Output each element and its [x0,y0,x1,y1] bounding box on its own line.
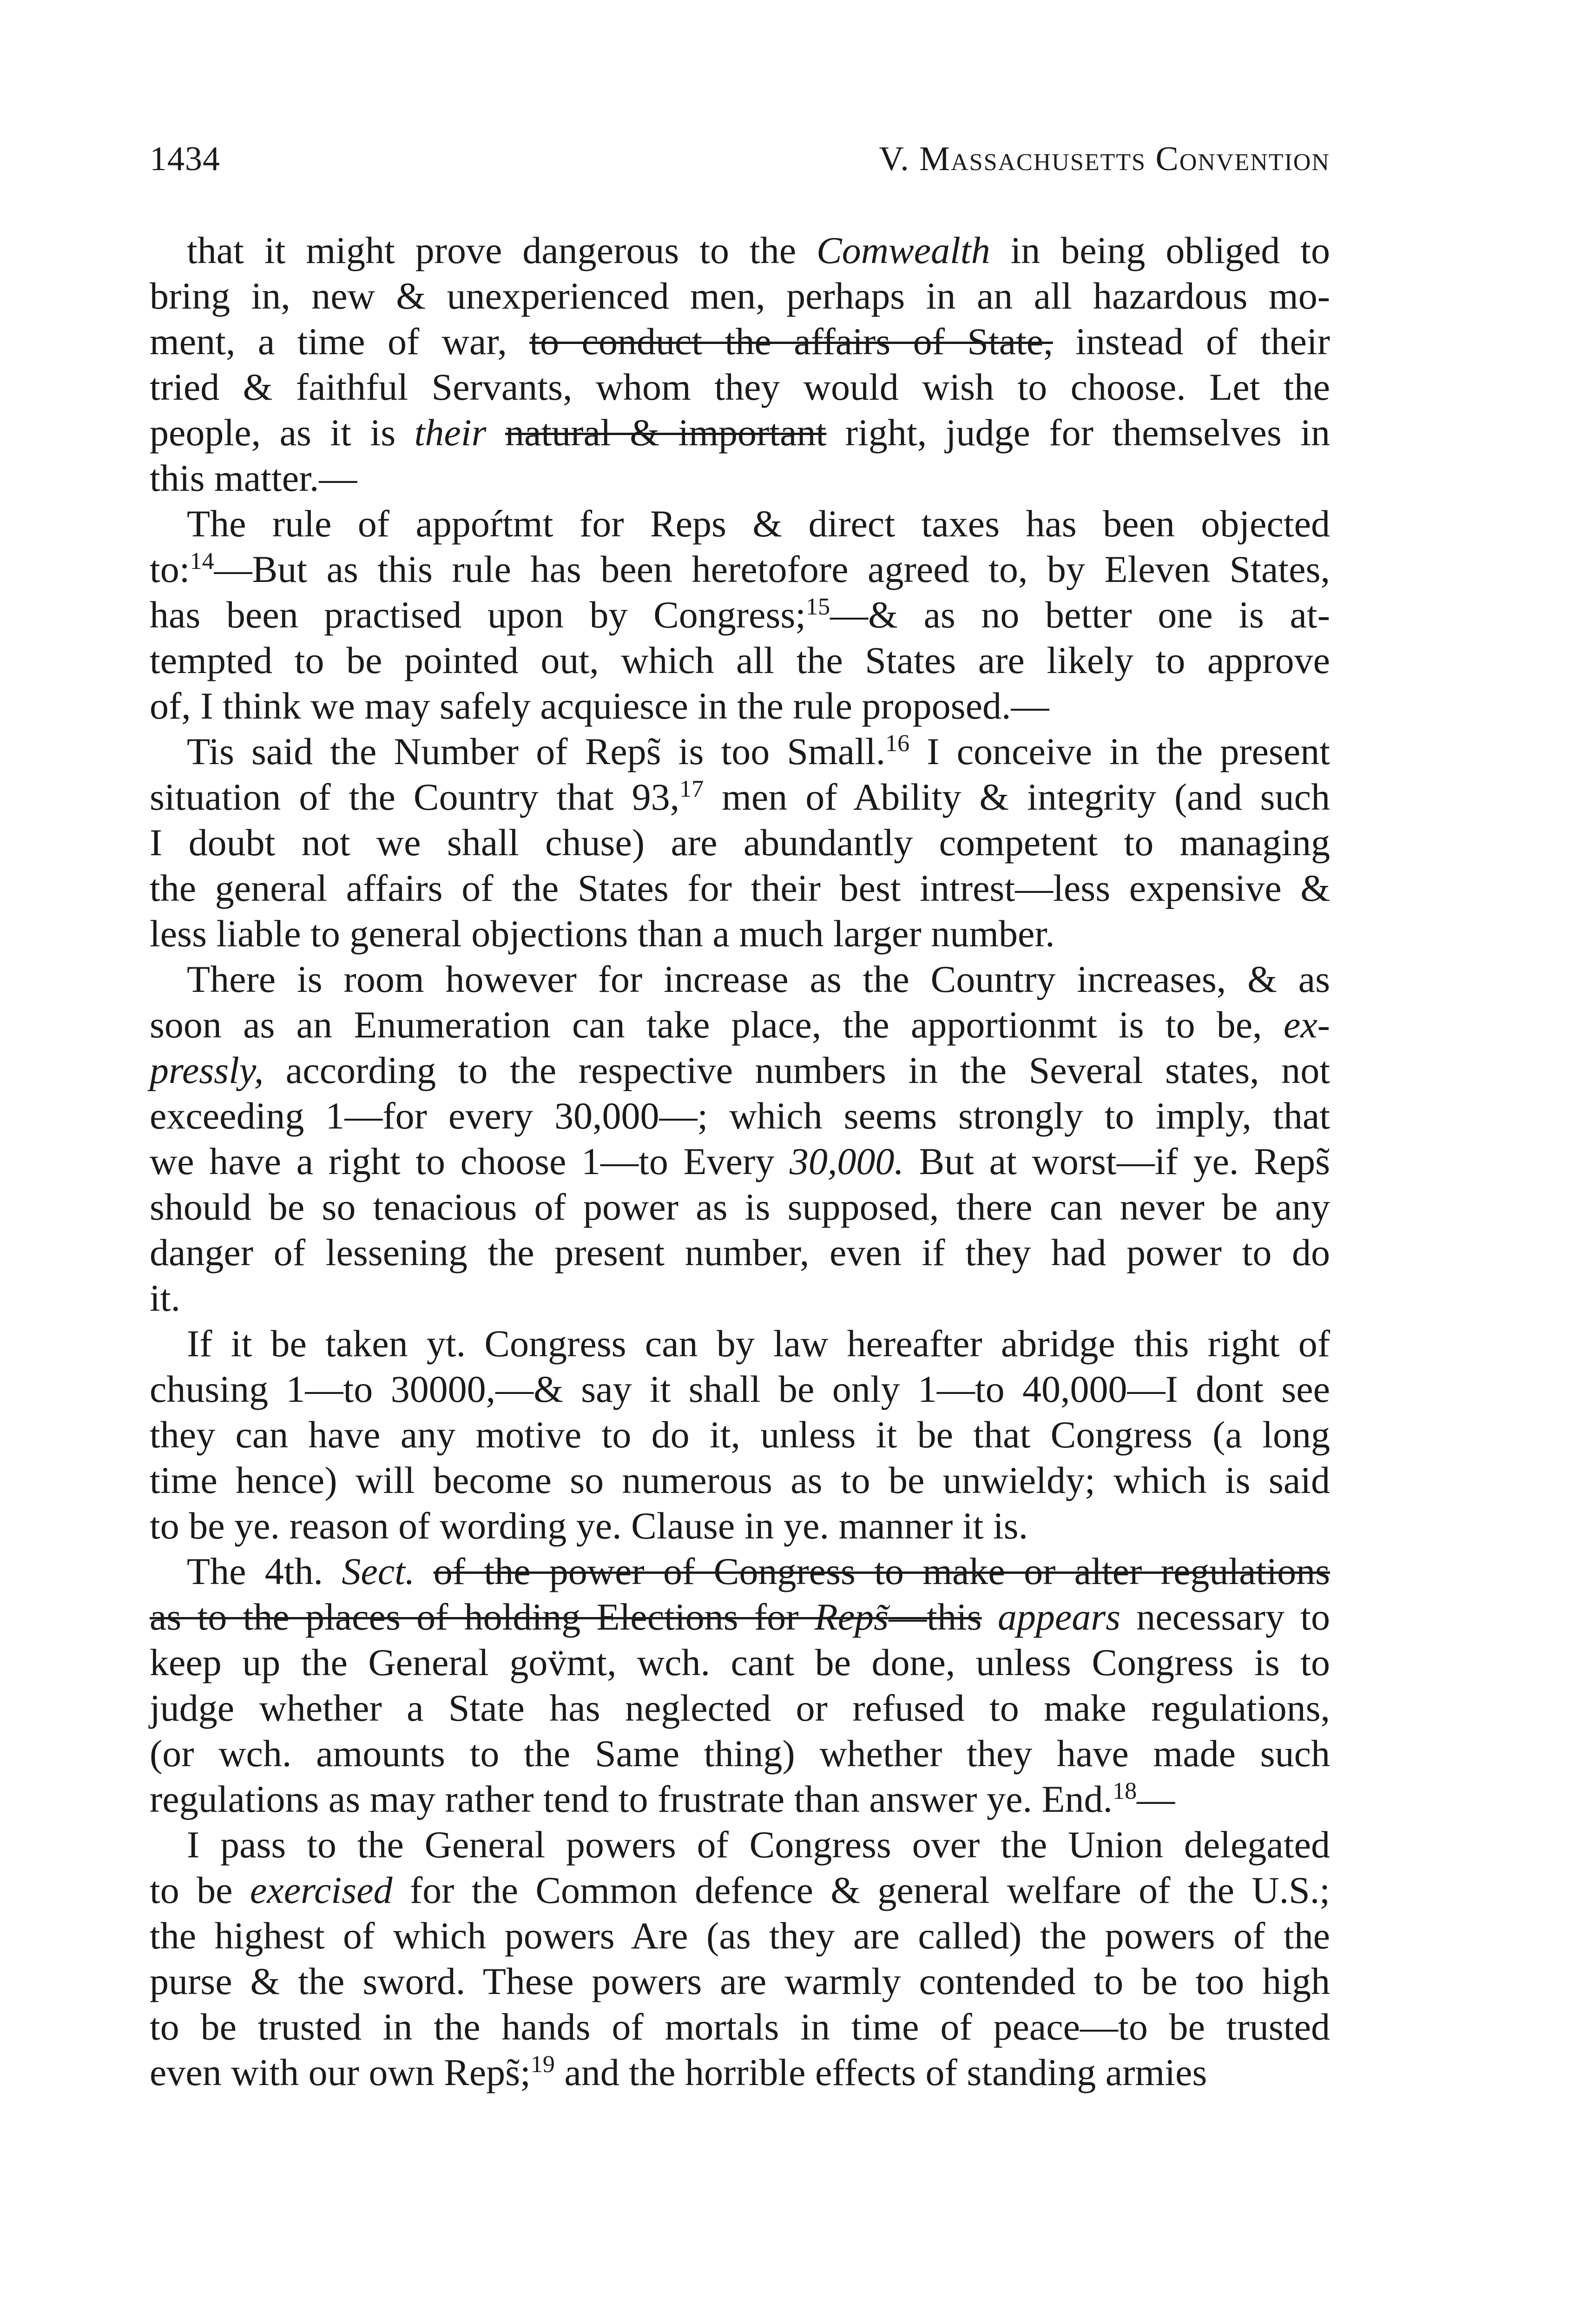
text-run: time hence) will become so numerous as to be unwieldy; which is said [150,1459,1330,1501]
text-run: to be trusted in the hands of mortals in time of peace—to be trusted [150,2006,1330,2048]
italic-text: their [414,411,487,454]
struck-text: natural & important [505,411,827,454]
text-run: instead of their [1053,320,1330,363]
text-run: soon as an Enumeration can take place, the apportionmt is to be, [150,1004,1284,1046]
footnote-marker: 16 [885,730,910,757]
text-run: the highest of which powers Are (as they are called) the powers of the [150,1915,1330,1957]
body-text [150,228,1330,2095]
text-run: Tis said the Number of Reps̃ is too Small. [187,730,886,772]
text-line [150,1776,1330,1822]
text-line [150,547,1330,592]
text-run: —& as no better one is at- [830,594,1330,636]
text-run: There is room however for increase as the Country increases, & as [187,958,1330,1000]
text-run: less liable to general objections than a much larger number. [150,912,1055,955]
text-run: chusing 1—to 30000,—& say it shall be only 1—to 40,000—I dont see [150,1368,1330,1410]
text-line [150,1184,1330,1230]
paragraph [150,729,1330,957]
text-run: to be [150,1869,250,1911]
text-line [150,410,1330,456]
struck-text: to conduct the affairs of State, [529,320,1053,363]
text-run: — [1137,1778,1175,1820]
footnote-marker: 17 [679,776,704,802]
italic-text: ex- [1283,1004,1330,1046]
text-line [150,1230,1330,1275]
text-line [150,273,1330,319]
text-line [150,1503,1330,1549]
text-run: bring in, new & unexperienced men, perhaps in an all hazardous mo- [150,275,1330,317]
text-line [150,729,1330,774]
text-run: men of Ability & integrity (and such [704,776,1330,818]
text-run: it. [150,1277,181,1319]
text-run: we have a right to choose 1—to Every [150,1140,790,1182]
italic-text: Sect. [342,1550,415,1592]
text-line [150,1685,1330,1731]
page-number: 1434 [150,140,220,178]
text-run: according to the respective numbers in the Several states, not [263,1049,1330,1091]
text-line [150,1959,1330,2004]
text-run: should be so tenacious of power as is supposed, there can never be any [150,1186,1330,1228]
text-line [150,820,1330,865]
text-run: keep up the General gov̈mt, wch. cant be done, unless Congress is to [150,1641,1330,1684]
text-run: necessary to [1120,1596,1330,1638]
footnote-marker: 19 [530,2051,555,2078]
struck-text: as to the places of holding Elections for [150,1596,815,1638]
text-run: But at worst—if ye. Reps̃ [903,1140,1330,1182]
italic-text: Comwealth [817,229,990,271]
paragraph [150,1549,1330,1822]
text-line [150,1549,1330,1594]
italic-text: appears [997,1596,1121,1638]
text-run [415,1550,433,1592]
text-line [150,911,1330,957]
text-run: for the Common defence & general welfare of the U.S.; [392,1869,1330,1911]
text-line [150,1868,1330,1913]
text-line [150,683,1330,729]
italic-text: pressly, [150,1049,264,1091]
italic-text: exercised [250,1869,393,1911]
text-run: and the horrible effects of standing armies [554,2051,1207,2093]
italic-text: 30,000. [789,1140,904,1182]
text-line [150,1913,1330,1959]
paragraph [150,501,1330,729]
text-line [150,1458,1330,1503]
text-line [150,1594,1330,1640]
text-run: has been practised upon by Congress; [150,594,806,636]
text-line [150,228,1330,273]
text-line [150,1321,1330,1367]
text-line [150,1139,1330,1184]
text-run: right, judge for themselves in [826,411,1331,454]
text-line [150,592,1330,638]
text-run: people, as it is [150,411,415,454]
text-line [150,1002,1330,1048]
text-line [150,501,1330,547]
text-run: judge whether a State has neglected or refused to make regulations, [150,1687,1330,1729]
text-run: danger of lessening the present number, even if they had power to do [150,1231,1330,1274]
struck-text: —this [889,1596,982,1638]
text-run: exceeding 1—for every 30,000—; which seems strongly to imply, that [150,1095,1330,1137]
text-line [150,1412,1330,1458]
text-run: tempted to be pointed out, which all the States are likely to approve [150,639,1330,681]
text-run: in being obliged to [990,229,1330,271]
text-run: this matter.— [150,457,357,499]
text-run: regulations as may rather tend to frustrate than answer ye. End. [150,1778,1113,1820]
text-run: to be ye. reason of wording ye. Clause in ye. manner it is. [150,1505,1028,1547]
text-run: (or wch. amounts to the Same thing) whether they have made such [150,1732,1330,1775]
text-line [150,957,1330,1002]
text-run: I doubt not we shall chuse) are abundantly competent to managing [150,821,1330,864]
text-run: of, I think we may safely acquiesce in the rule proposed.— [150,685,1049,727]
text-run: tried & faithful Servants, whom they would wish to choose. Let the [150,366,1330,408]
text-line [150,1640,1330,1685]
text-run: they can have any motive to do it, unless it be that Congress (a long [150,1413,1330,1456]
text-line [150,364,1330,410]
text-run: I conceive in the present [909,730,1331,772]
paragraph [150,1822,1330,2095]
struck-text: of the power of Congress to make or alter regulations [433,1550,1330,1592]
paragraph [150,1321,1330,1549]
text-run: even with our own Reps̃; [150,2051,531,2093]
text-line [150,638,1330,683]
text-run: that it might prove dangerous to the [187,229,817,271]
text-run [982,1596,998,1638]
footnote-marker: 14 [190,548,214,574]
text-run: —But as this rule has been heretofore agreed to, by Eleven States, [214,548,1330,590]
text-run: the general affairs of the States for their best intrest—less expensive & [150,867,1330,909]
struck-text [815,1596,889,1638]
text-run: I pass to the General powers of Congress over the Union delegated [187,1823,1330,1866]
text-run: ment, a time of war, [150,320,530,363]
running-head [150,139,1330,191]
text-line [150,1367,1330,1412]
italic-text: Reps̃ [814,1596,889,1638]
text-line [150,456,1330,501]
text-line [150,319,1330,364]
text-line [150,1275,1330,1321]
paragraph [150,957,1330,1321]
text-line [150,1048,1330,1093]
text-line [150,774,1330,820]
text-line [150,2050,1330,2095]
text-line [150,1731,1330,1776]
text-line [150,1822,1330,1868]
footnote-marker: 15 [806,594,830,620]
text-run: The rule of appoŕtmt for Reps & direct taxes has been objected [187,502,1330,545]
text-run: The 4th. [187,1550,342,1592]
text-run: to: [150,548,190,590]
paragraph [150,228,1330,501]
text-line [150,2004,1330,2050]
text-run: purse & the sword. These powers are warmly contended to be too high [150,1960,1330,2002]
text-line [150,1093,1330,1139]
running-head-title: V. Massachusetts Convention [879,140,1330,178]
text-run: If it be taken yt. Congress can by law hereafter abridge this right of [187,1322,1330,1365]
text-run [486,411,505,454]
text-run: situation of the Country that 93, [150,776,680,818]
text-line [150,865,1330,911]
footnote-marker: 18 [1113,1778,1137,1804]
